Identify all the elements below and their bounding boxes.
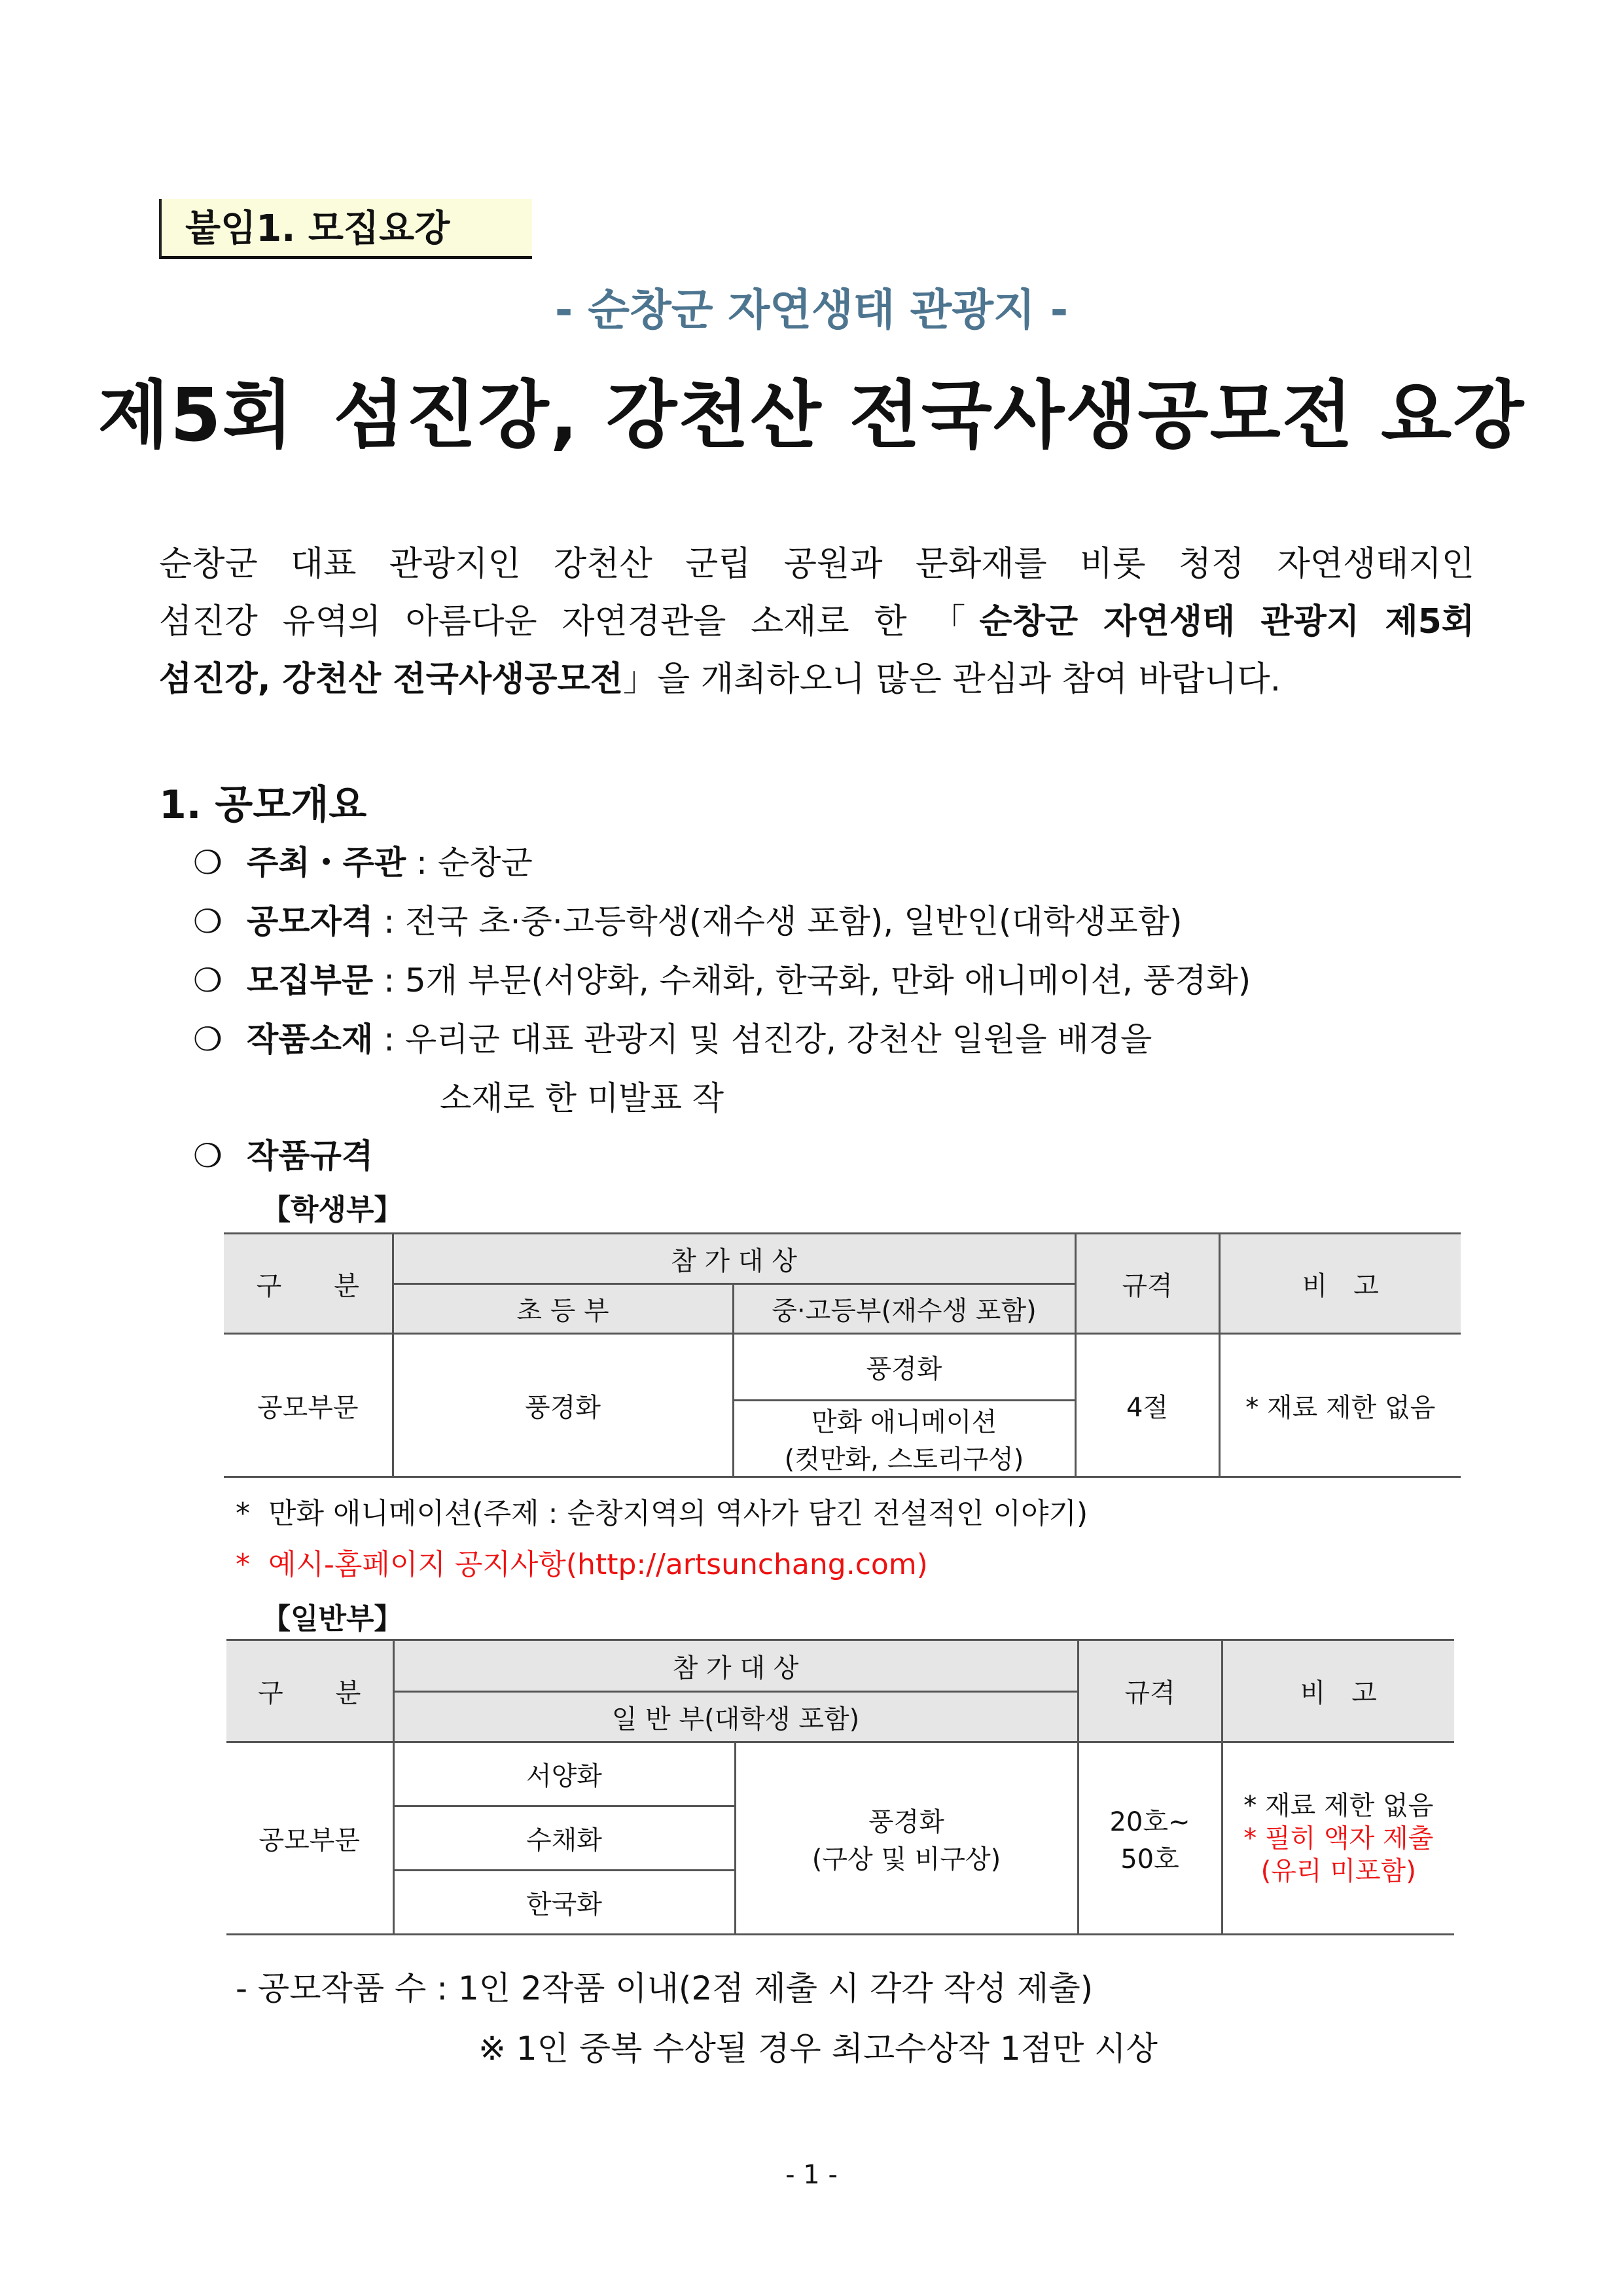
type-watercolor: 수채화 <box>393 1806 735 1871</box>
intro-bold: 섬진강, 강천산 전국사생공모전 <box>159 660 623 699</box>
spec-cell <box>1078 1742 1222 1935</box>
header-elementary: 초 등 부 <box>393 1284 733 1334</box>
note-value: * 재료 제한 없음 <box>1219 1334 1461 1477</box>
bullet-item <box>193 1130 373 1177</box>
intro-text: 」을 개최하오니 많은 관심과 참여 바랍니다. <box>622 660 1281 699</box>
note-material: * 재료 제한 없음 <box>1243 1790 1434 1821</box>
intro-line <box>159 593 1474 651</box>
duplicate-award-note: ※ 1인 중복 수상될 경우 최고수상작 1점만 시상 <box>478 2030 1158 2068</box>
spec-from: 20호~ <box>1109 1806 1190 1837</box>
bullet-continuation: 소재로 한 미발표 작 <box>440 1079 724 1117</box>
title-prefix: 제5회 <box>98 373 294 458</box>
section-heading: 1. 공모개요 <box>159 782 367 828</box>
bullet-item <box>193 1013 1152 1060</box>
row-label: 공모부문 <box>224 1334 393 1477</box>
middle-value: 풍경화 <box>733 1334 1075 1401</box>
header-middle-high: 중·고등부(재수생 포함) <box>733 1284 1075 1334</box>
cartoon-label: 만화 애니메이션 <box>811 1407 997 1437</box>
note-text: 만화 애니메이션(주제 : 순창지역의 역사가 담긴 전설적인 이야기) <box>268 1497 1088 1530</box>
note-line <box>236 1490 1088 1532</box>
bullet-label: 공모자격 <box>247 903 374 941</box>
bullet-value: : 순창군 <box>416 844 533 882</box>
header-target: 참 가 대 상 <box>393 1640 1078 1692</box>
intro-paragraph <box>159 535 1474 708</box>
landscape-sub: (구상 및 비구상) <box>812 1844 1001 1874</box>
page-number: - 1 - <box>785 2160 838 2190</box>
circle-bullet-icon: ❍ <box>193 1020 223 1058</box>
general-table <box>226 1639 1454 1935</box>
note-text: 예시-홈페이지 공지사항(http://artsunchang.com) <box>268 1548 928 1581</box>
bullet-value: : 우리군 대표 관광지 및 섬진강, 강천산 일원을 배경을 <box>383 1020 1152 1058</box>
note-frame: * 필히 액자 제출 <box>1243 1823 1434 1854</box>
landscape-cell <box>735 1742 1078 1935</box>
note-glass: (유리 미포함) <box>1260 1856 1416 1886</box>
circle-bullet-icon: ❍ <box>193 961 223 999</box>
bullet-label: 작품소재 <box>247 1020 374 1058</box>
attachment-badge: 붙임1. 모집요강 <box>159 199 532 259</box>
middle-value-cartoon <box>733 1401 1075 1477</box>
header-category: 구 분 <box>226 1640 393 1742</box>
header-spec: 규격 <box>1075 1234 1219 1334</box>
header-category: 구 분 <box>224 1234 393 1334</box>
circle-bullet-icon: ❍ <box>193 1137 223 1175</box>
header-general: 일 반 부(대학생 포함) <box>393 1692 1078 1742</box>
entry-limit: - 공모작품 수 : 1인 2작품 이내(2점 제출 시 각각 작성 제출) <box>236 1969 1094 2007</box>
bullet-label: 모집부문 <box>247 961 374 999</box>
subtitle: - 순창군 자연생태 관광지 - <box>554 285 1069 335</box>
asterisk-icon: * <box>236 1548 250 1581</box>
intro-bold: 순창군 자연생태 관광지 제5회 <box>979 602 1474 641</box>
header-target: 참 가 대 상 <box>393 1234 1075 1284</box>
spec-to: 50호 <box>1120 1844 1179 1874</box>
bullet-label: 작품규격 <box>247 1137 374 1175</box>
row-label: 공모부문 <box>226 1742 393 1935</box>
circle-bullet-icon: ❍ <box>193 903 223 941</box>
bullet-item <box>193 954 1251 1001</box>
cartoon-sub: (컷만화, 스토리구성) <box>784 1444 1024 1475</box>
bullet-item <box>193 836 533 884</box>
type-korean: 한국화 <box>393 1871 735 1935</box>
bullet-label: 주최・주관 <box>247 844 406 882</box>
title-main: 섬진강, 강천산 전국사생공모전 요강 <box>333 373 1525 458</box>
student-section-label: 【학생부】 <box>262 1193 403 1227</box>
bullet-value: : 5개 부문(서양화, 수채화, 한국화, 만화 애니메이션, 풍경화) <box>383 961 1251 999</box>
note-cell <box>1222 1742 1454 1935</box>
student-table <box>224 1232 1461 1478</box>
intro-line: 순창군 대표 관광지인 강천산 군립 공원과 문화재를 비롯 청정 자연생태지인 <box>159 545 1474 584</box>
header-note: 비 고 <box>1219 1234 1461 1334</box>
header-spec: 규격 <box>1078 1640 1222 1742</box>
bullet-item <box>193 895 1183 942</box>
spec-value: 4절 <box>1075 1334 1219 1477</box>
circle-bullet-icon: ❍ <box>193 844 223 882</box>
landscape-label: 풍경화 <box>868 1806 944 1837</box>
elementary-value: 풍경화 <box>393 1334 733 1477</box>
header-note: 비 고 <box>1222 1640 1454 1742</box>
note-line-red <box>236 1541 928 1583</box>
type-western: 서양화 <box>393 1742 735 1806</box>
asterisk-icon: * <box>236 1497 250 1530</box>
page-title <box>0 357 1623 462</box>
bullet-value: : 전국 초·중·고등학생(재수생 포함), 일반인(대학생포함) <box>383 903 1183 941</box>
general-section-label: 【일반부】 <box>262 1602 403 1636</box>
intro-text: 섬진강 유역의 아름다운 자연경관을 소재로 한 「 <box>159 602 980 641</box>
intro-line <box>159 651 1474 708</box>
